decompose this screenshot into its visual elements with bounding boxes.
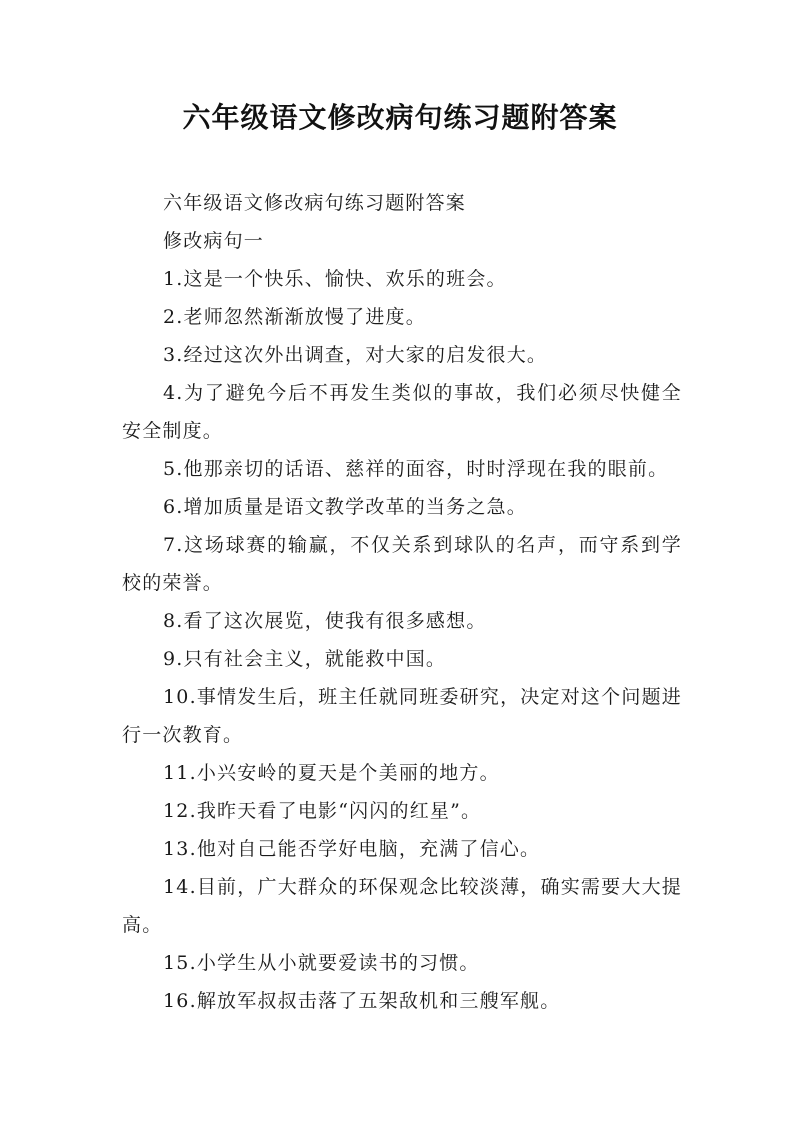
exercise-item: 1.这是一个快乐、愉快、欢乐的班会。: [163, 268, 507, 290]
exercise-item: 3.经过这次外出调查，对大家的启发很大。: [163, 344, 548, 366]
exercise-item: 14.目前，广大群众的环保观念比较淡薄，确实需要大大提高。: [122, 876, 682, 936]
exercise-item: 16.解放军叔叔击落了五架敌机和三艘军舰。: [163, 990, 561, 1012]
section-heading: 修改病句一: [163, 230, 265, 252]
exercise-item: 9.只有社会主义，就能救中国。: [163, 648, 447, 670]
exercise-item: 15.小学生从小就要爱读书的习惯。: [163, 952, 480, 974]
exercise-item: 13.他对自己能否学好电脑，充满了信心。: [163, 838, 541, 860]
exercise-item: 4.为了避免今后不再发生类似的事故，我们必须尽快健全安全制度。: [122, 382, 682, 442]
paragraph-subtitle: 六年级语文修改病句练习题附答案: [163, 192, 467, 214]
document-body: [122, 184, 682, 1020]
exercise-item: 12.我昨天看了电影“闪闪的红星”。: [163, 800, 482, 822]
exercise-item: 10.事情发生后，班主任就同班委研究，决定对这个问题进行一次教育。: [122, 686, 682, 746]
document-title: 六年级语文修改病句练习题附答案: [182, 101, 618, 134]
exercise-item: 11.小兴安岭的夏天是个美丽的地方。: [163, 762, 500, 784]
exercise-item: 7.这场球赛的输赢，不仅关系到球队的名声，而守系到学校的荣誉。: [122, 534, 682, 594]
exercise-item: 6.增加质量是语文教学改革的当务之急。: [163, 496, 527, 518]
exercise-item: 2.老师忽然渐渐放慢了进度。: [163, 306, 426, 328]
exercise-item: 8.看了这次展览，使我有很多感想。: [163, 610, 487, 632]
exercise-item: 5.他那亲切的话语、慈祥的面容，时时浮现在我的眼前。: [163, 458, 669, 480]
